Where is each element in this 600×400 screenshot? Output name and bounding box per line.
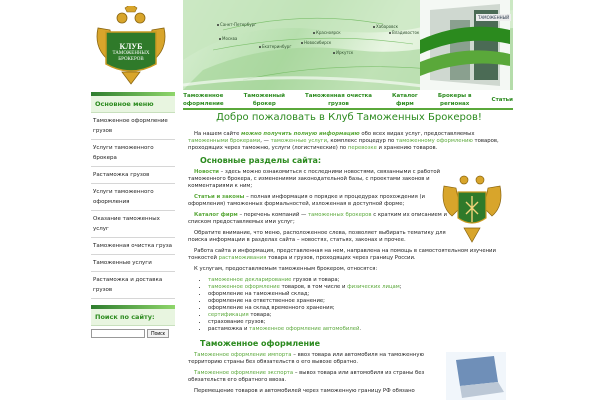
map-city: Москва [219,36,237,41]
brand-tag: ТАМОЖЕННЫЙ [478,15,510,20]
logo-line-1: КЛУБ [119,42,143,51]
link-transport[interactable]: перевозке [347,145,377,151]
list-item: • сертификация товара; [208,312,510,319]
list-item: • оформление на таможенный склад; [208,291,510,298]
list-item: • оформление на склад временного хранения; [208,305,510,312]
nav-item-regions[interactable]: Брокеры в регионах [437,93,472,107]
list-item: • оформление на ответственное хранение; [208,298,510,305]
sidebar-menu-title: Основное меню [91,96,175,113]
intro-highlight: можно получить полную информацию [241,131,360,137]
search-button[interactable]: Поиск [147,329,169,338]
link-customs-services[interactable]: таможенные услуги [270,138,328,144]
logo-text [106,42,156,63]
services-list [208,277,510,333]
map-city: Иркутск [333,50,353,55]
site-logo[interactable] [92,6,170,86]
sidebar-menu [91,113,175,299]
sidebar-item-cargo-clearance[interactable]: Таможенное оформление грузов [91,113,175,140]
nav-item-customs-broker[interactable]: Таможенный брокер [243,93,285,107]
map-city: Екатеринбург [259,44,291,49]
services-intro: К услугам, предоставляемым таможенным брокером, относятся: [194,266,378,272]
link-import[interactable]: Таможенное оформление импорта [194,352,292,358]
sections-title: Основные разделы сайта: [200,156,322,165]
list-item: • растаможка и таможенное оформление автомобилей. [208,326,510,333]
import-paragraph: Таможенное оформление импорта – ввоз товара или автомобиля на таможенную территорию страны без обязательств о его вывозе обратно. [188,352,424,365]
customs-title: Таможенное оформление [200,339,321,348]
section-catalog: Каталог фирм – перечень компаний — таможенных брокеров с кратким их описанием и списком предоставляемых ими услуг; [188,212,447,225]
nav-item-customs-clearance[interactable]: Таможенное оформление [183,93,224,107]
nav-item-cargo-clearance[interactable]: Таможенная очистка грузов [305,93,372,107]
sidebar-item-customs-services[interactable]: Таможенные услуги [91,255,175,272]
link-export[interactable]: Таможенное оформление экспорта [194,370,294,376]
sidebar-item-providing-services[interactable]: Оказание таможенных услуг [91,211,175,238]
work-paragraph: Работа сайта и информация, представленная на нем, направлена на помощь в самостоятельном изучении тонкостей растаможивания товара и грузов, проходящих через границу России. [188,248,496,261]
sidebar-item-delivery[interactable]: Растаможка и доставка грузов [91,272,175,299]
logo-line-3: БРОКЕРОВ [118,57,144,62]
sidebar-item-customs-cargo[interactable]: Растаможка грузов [91,167,175,184]
link-customs-clearance[interactable]: таможенному оформлению [395,138,473,144]
sidebar-item-broker-services[interactable]: Услуги таможенного брокера [91,140,175,167]
sidebar-item-clearance-services[interactable]: Услуги таможенного оформления [91,184,175,211]
map-city: Новосибирск [301,40,331,45]
section-articles: Статьи и законы – полная информация о порядке и процедурах прохождения (и оформления) таможенных формальностей, изложенная в доступной форме; [188,194,425,207]
transit-paragraph: Перемещение товаров и автомобилей через таможенную границу РФ обязано [194,388,415,394]
map-city: Хабаровск [373,24,398,29]
search-title: Поиск по сайту: [91,309,175,326]
header [0,0,600,90]
link-catalog[interactable]: Каталог фирм [194,212,238,218]
nav-divider [183,108,513,110]
customs-list [188,352,448,395]
nav-item-articles[interactable]: Статьи [491,97,513,103]
link-customs-brokers[interactable]: таможенными брокерами [188,138,261,144]
nav-item-catalog[interactable]: Каталог фирм [392,93,418,107]
sidebar-item-cargo-cleaning[interactable]: Таможенная очистка груза [91,238,175,255]
map-city: Владивосток [389,30,419,35]
export-paragraph: Таможенное оформление экспорта – вывоз товара или автомобиля из страны без обязательств его обратного ввоза. [188,370,425,383]
section-news: Новости – здесь можно ознакомиться с последними новостями, связанными с работой таможенного брокера, с изменениями законодательной базы, с проектами законов и комментариями к ним; [188,169,441,189]
sections-list [188,169,448,244]
list-item: • страхование грузов; [208,319,510,326]
map-city: Красноярск [313,30,341,35]
map-city: Санкт-Петербург [217,22,256,27]
customs-emblem-icon [440,170,504,246]
intro-paragraph: На нашем сайте можно получить полную информацию обо всех видах услуг, предоставляемых таможенными брокерами, — таможенные услуги, комплекс процедур по таможенному оформлению товаров, проходящих через таможню, услуги (логистические) по перевозке и хранению товаров. [188,131,499,151]
sidebar [91,92,175,341]
link-brokers[interactable]: таможенных брокеров [307,212,372,218]
list-item: • таможенное оформление товаров, в том числе и физических лицам; [208,284,510,291]
laptop-image-icon [446,352,506,400]
link-articles[interactable]: Статьи и законы [194,194,245,200]
logo-line-2: ТАМОЖЕННЫХ [112,51,150,56]
link-clearing[interactable]: растаможивания [218,255,267,261]
page-title: Добро пожаловать в Клуб Таможенных Брокеров! [216,112,482,123]
search-row [91,326,175,341]
search-input[interactable] [91,329,145,338]
attention-paragraph: Обратите внимание, что меню, расположенное слева, позволяет выбирать тематику для поиска информации в разделах сайта – новостях, статьях, законах и прочее. [188,230,446,243]
link-news[interactable]: Новости [194,169,219,175]
list-item: • таможенное декларирование грузов и товара; [208,277,510,284]
